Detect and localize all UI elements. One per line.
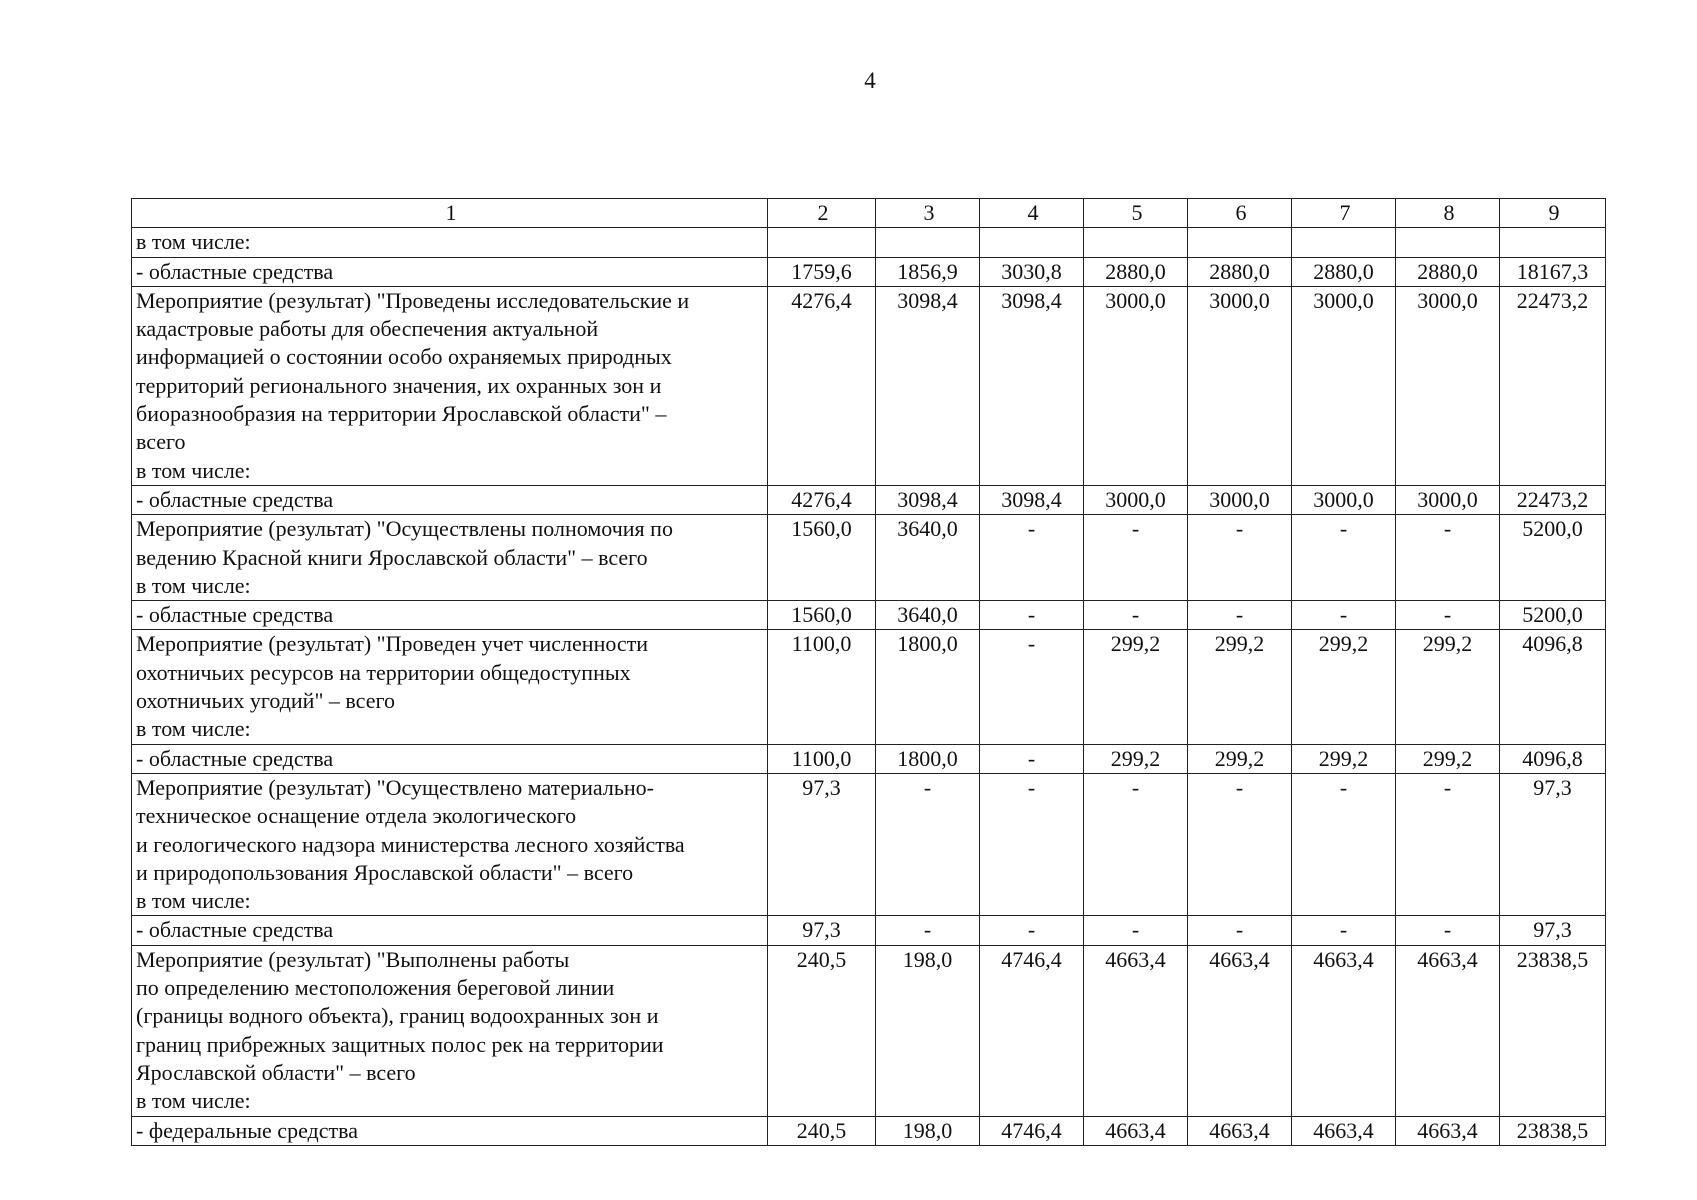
table-row [132,945,1606,1116]
column-header: 6 [1188,199,1292,228]
value-cell [1084,228,1188,257]
value-cell: 299,2 [1396,744,1500,773]
value-cell: 18167,3 [1500,257,1606,286]
value-cell: 240,5 [768,1116,876,1145]
value-cell: 4663,4 [1188,945,1292,1116]
value-cell: 4746,4 [980,1116,1084,1145]
budget-table [131,198,1606,1146]
value-cell [1292,228,1396,257]
value-cell: 3098,4 [980,286,1084,485]
value-cell: 299,2 [1084,744,1188,773]
table-row [132,601,1606,630]
value-cell: 23838,5 [1500,1116,1606,1145]
value-cell: 4663,4 [1188,1116,1292,1145]
value-cell [876,228,980,257]
row-label: Мероприятие (результат) "Осуществлено материально- техническое оснащение отдела экологического и геологического надзора министерства лесного хозяйства и природопользования Ярославской области" – всего в том числе: [132,773,768,915]
value-cell: - [980,916,1084,945]
value-cell: 97,3 [1500,773,1606,915]
value-cell: 3640,0 [876,515,980,601]
value-cell: 97,3 [1500,916,1606,945]
value-cell: 4096,8 [1500,630,1606,744]
table-row [132,257,1606,286]
value-cell: 3640,0 [876,601,980,630]
value-cell: - [1396,916,1500,945]
value-cell: 3000,0 [1292,286,1396,485]
value-cell: 3000,0 [1084,286,1188,485]
row-label: - областные средства [132,601,768,630]
value-cell: 4663,4 [1292,1116,1396,1145]
table-header-row [132,199,1606,228]
table-row [132,773,1606,915]
value-cell: 299,2 [1188,744,1292,773]
value-cell: - [876,916,980,945]
value-cell: - [1188,916,1292,945]
row-label: - областные средства [132,485,768,514]
row-label: Мероприятие (результат) "Проведены исследовательские и кадастровые работы для обеспечения актуальной информацией о состоянии особо охраняемых природных территорий регионального значения, их охранных зон и биоразнообразия на территории Ярославской области" – всего в том числе: [132,286,768,485]
value-cell: 5200,0 [1500,515,1606,601]
value-cell [1500,228,1606,257]
value-cell: 1560,0 [768,601,876,630]
value-cell: 4276,4 [768,286,876,485]
value-cell: 1759,6 [768,257,876,286]
value-cell: - [1188,515,1292,601]
value-cell: 4096,8 [1500,744,1606,773]
table-row [132,916,1606,945]
value-cell: 3098,4 [876,485,980,514]
value-cell: - [1188,601,1292,630]
value-cell: 3030,8 [980,257,1084,286]
value-cell: 299,2 [1084,630,1188,744]
value-cell: 4663,4 [1084,1116,1188,1145]
value-cell: - [1084,773,1188,915]
value-cell: - [876,773,980,915]
value-cell: 1856,9 [876,257,980,286]
value-cell: - [1292,515,1396,601]
row-label: - областные средства [132,916,768,945]
value-cell [1396,228,1500,257]
table-row [132,485,1606,514]
value-cell: - [1396,773,1500,915]
page-number: 4 [864,68,876,93]
value-cell: - [1084,515,1188,601]
table-body [132,199,1606,1146]
value-cell: 22473,2 [1500,485,1606,514]
row-label: - областные средства [132,744,768,773]
value-cell: 4663,4 [1292,945,1396,1116]
value-cell: - [980,744,1084,773]
value-cell: 3098,4 [980,485,1084,514]
value-cell: 3000,0 [1396,485,1500,514]
value-cell: - [1292,773,1396,915]
value-cell: 22473,2 [1500,286,1606,485]
value-cell: 23838,5 [1500,945,1606,1116]
value-cell: 4663,4 [1084,945,1188,1116]
value-cell: 198,0 [876,945,980,1116]
value-cell: 3098,4 [876,286,980,485]
value-cell: 1560,0 [768,515,876,601]
table-row [132,630,1606,744]
value-cell: 299,2 [1188,630,1292,744]
row-label: Мероприятие (результат) "Осуществлены полномочия по ведению Красной книги Ярославской области" – всего в том числе: [132,515,768,601]
value-cell: 2880,0 [1084,257,1188,286]
column-header: 1 [132,199,768,228]
value-cell: 1800,0 [876,630,980,744]
value-cell: - [1084,916,1188,945]
value-cell: 4663,4 [1396,945,1500,1116]
column-header: 9 [1500,199,1606,228]
value-cell [768,228,876,257]
value-cell: - [1188,773,1292,915]
value-cell: 299,2 [1292,744,1396,773]
column-header: 7 [1292,199,1396,228]
value-cell: 5200,0 [1500,601,1606,630]
row-label: Мероприятие (результат) "Проведен учет численности охотничьих ресурсов на территории общедоступных охотничьих угодий" – всего в том числе: [132,630,768,744]
value-cell: - [980,601,1084,630]
table-row [132,286,1606,485]
value-cell: 3000,0 [1084,485,1188,514]
value-cell: 2880,0 [1188,257,1292,286]
value-cell: 2880,0 [1292,257,1396,286]
value-cell: 3000,0 [1396,286,1500,485]
column-header: 4 [980,199,1084,228]
table-row [132,228,1606,257]
value-cell: 3000,0 [1292,485,1396,514]
row-label: - федеральные средства [132,1116,768,1145]
value-cell: 1100,0 [768,744,876,773]
column-header: 5 [1084,199,1188,228]
value-cell: 1100,0 [768,630,876,744]
value-cell: - [1084,601,1188,630]
value-cell: 4276,4 [768,485,876,514]
value-cell [1188,228,1292,257]
column-header: 8 [1396,199,1500,228]
value-cell: - [980,515,1084,601]
column-header: 2 [768,199,876,228]
value-cell [980,228,1084,257]
value-cell: 97,3 [768,916,876,945]
value-cell: - [1292,601,1396,630]
row-label: в том числе: [132,228,768,257]
table-row [132,744,1606,773]
table-row [132,515,1606,601]
table-row [132,1116,1606,1145]
value-cell: 299,2 [1396,630,1500,744]
value-cell: 198,0 [876,1116,980,1145]
value-cell: - [1292,916,1396,945]
value-cell: 4663,4 [1396,1116,1500,1145]
value-cell: 299,2 [1292,630,1396,744]
value-cell: 1800,0 [876,744,980,773]
column-header: 3 [876,199,980,228]
value-cell: - [1396,515,1500,601]
value-cell: 3000,0 [1188,286,1292,485]
value-cell: - [980,773,1084,915]
value-cell: 4746,4 [980,945,1084,1116]
row-label: - областные средства [132,257,768,286]
value-cell: 240,5 [768,945,876,1116]
value-cell: - [1396,601,1500,630]
value-cell: 97,3 [768,773,876,915]
row-label: Мероприятие (результат) "Выполнены работы по определению местоположения береговой линии (границы водного объекта), границ водоохранных зон и границ прибрежных защитных полос рек на территории Ярославской области" – всего в том числе: [132,945,768,1116]
value-cell: 2880,0 [1396,257,1500,286]
value-cell: - [980,630,1084,744]
value-cell: 3000,0 [1188,485,1292,514]
